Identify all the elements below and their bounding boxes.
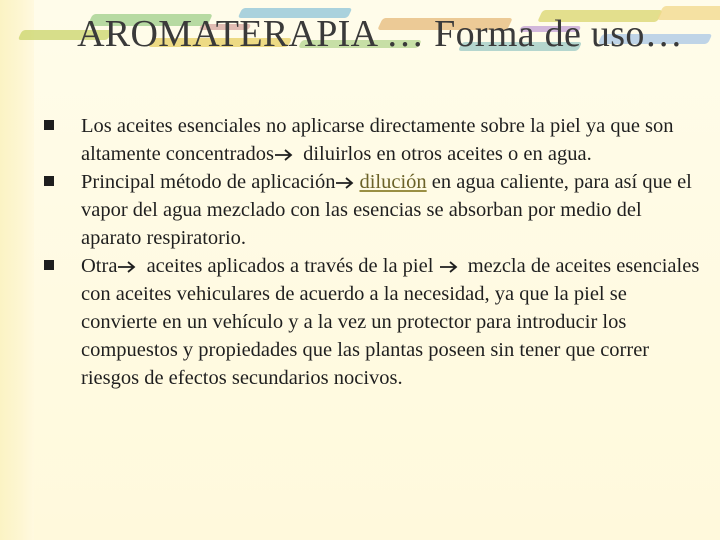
right-arrow-icon <box>117 260 137 274</box>
square-bullet-icon <box>44 260 54 270</box>
decorative-left-stripe <box>0 0 34 540</box>
right-arrow-icon <box>439 260 459 274</box>
bullet-3-text-end: mezcla de aceites esenciales con aceites vehiculares de acuerdo a la necesidad, ya que la piel se convierte en un vehículo y a la vez un protector para introducir los compuestos y propiedades que las plantas poseen sin tener que correr riesgos de efectos secundarios nocivos. <box>81 255 700 389</box>
slide-title: AROMATERAPIA … Forma de uso… <box>77 13 683 55</box>
bullet-1-text: Los aceites esenciales no aplicarse directamente sobre la piel ya que son altamente concentrados <box>81 115 674 165</box>
square-bullet-icon <box>44 120 54 130</box>
right-arrow-icon <box>274 148 294 162</box>
bullet-item-1 <box>44 112 704 168</box>
bullet-2-text: Principal método de aplicación <box>81 171 336 193</box>
bullet-item-3 <box>44 252 704 392</box>
bullet-3-text-mid: aceites aplicados a través de la piel <box>141 255 439 277</box>
square-bullet-icon <box>44 176 54 186</box>
dilucion-link[interactable]: dilución <box>359 171 427 193</box>
bullet-3-text: Otra <box>81 255 118 277</box>
bullet-item-2 <box>44 168 704 252</box>
bullet-1-text-cont: diluirlos en otros aceites o en agua. <box>297 143 592 165</box>
right-arrow-icon <box>335 176 355 190</box>
bullet-2-text-cont: en agua caliente, para así que el vapor del agua mezclado con las esencias se absorban por medio del aparato respiratorio. <box>81 171 692 249</box>
bullet-list <box>44 112 704 392</box>
